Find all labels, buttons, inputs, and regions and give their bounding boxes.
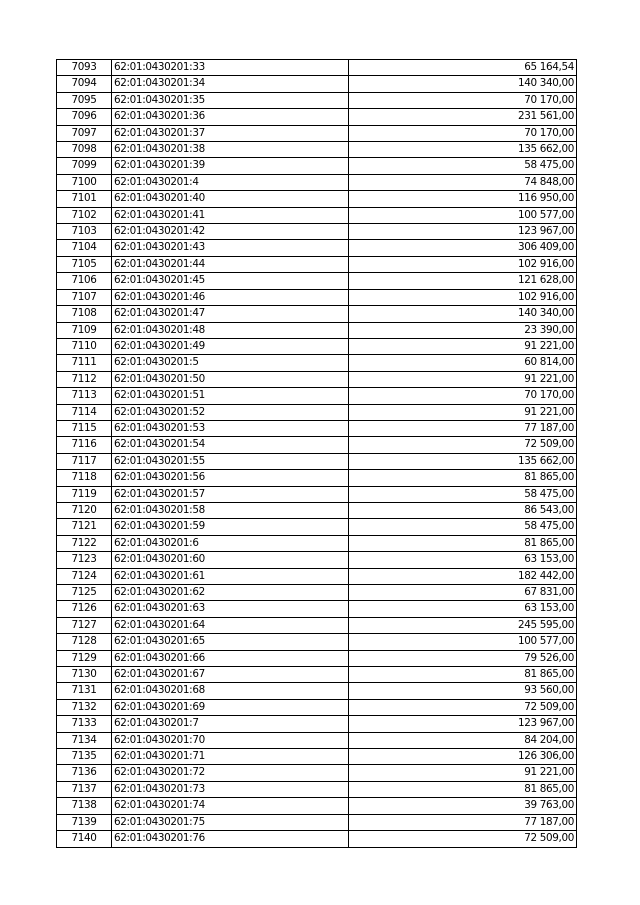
table-row <box>57 109 577 125</box>
cadastral-number-cell: 62:01:0430201:58 <box>112 502 349 518</box>
row-number-cell: 7101 <box>57 191 112 207</box>
table-row <box>57 240 577 256</box>
table-row <box>57 732 577 748</box>
table-row <box>57 174 577 190</box>
row-number-cell: 7104 <box>57 240 112 256</box>
cadastral-value-cell: 39 763,00 <box>349 798 577 814</box>
cadastral-value-cell: 72 509,00 <box>349 699 577 715</box>
cadastral-value-cell: 58 475,00 <box>349 158 577 174</box>
cadastral-number-cell: 62:01:0430201:48 <box>112 322 349 338</box>
table-row <box>57 404 577 420</box>
cadastral-number-cell: 62:01:0430201:62 <box>112 585 349 601</box>
row-number-cell: 7107 <box>57 289 112 305</box>
cadastral-number-cell: 62:01:0430201:52 <box>112 404 349 420</box>
row-number-cell: 7110 <box>57 338 112 354</box>
table-row <box>57 453 577 469</box>
cadastral-number-cell: 62:01:0430201:61 <box>112 568 349 584</box>
cadastral-number-cell: 62:01:0430201:67 <box>112 667 349 683</box>
cadastral-value-cell: 123 967,00 <box>349 716 577 732</box>
row-number-cell: 7119 <box>57 486 112 502</box>
cadastral-value-cell: 91 221,00 <box>349 371 577 387</box>
cadastral-value-cell: 102 916,00 <box>349 256 577 272</box>
cadastral-value-cell: 135 662,00 <box>349 453 577 469</box>
cadastral-value-cell: 140 340,00 <box>349 76 577 92</box>
table-row <box>57 289 577 305</box>
cadastral-number-cell: 62:01:0430201:53 <box>112 420 349 436</box>
row-number-cell: 7129 <box>57 650 112 666</box>
cadastral-number-cell: 62:01:0430201:51 <box>112 388 349 404</box>
cadastral-value-cell: 77 187,00 <box>349 420 577 436</box>
cadastral-number-cell: 62:01:0430201:35 <box>112 92 349 108</box>
table-row <box>57 158 577 174</box>
table-row <box>57 92 577 108</box>
row-number-cell: 7127 <box>57 617 112 633</box>
cadastral-value-cell: 63 153,00 <box>349 601 577 617</box>
table-row <box>57 601 577 617</box>
table-row <box>57 831 577 847</box>
row-number-cell: 7124 <box>57 568 112 584</box>
cadastral-value-cell: 140 340,00 <box>349 306 577 322</box>
cadastral-number-cell: 62:01:0430201:72 <box>112 765 349 781</box>
table-row <box>57 667 577 683</box>
row-number-cell: 7113 <box>57 388 112 404</box>
row-number-cell: 7102 <box>57 207 112 223</box>
table-row <box>57 617 577 633</box>
table-row <box>57 650 577 666</box>
table-row <box>57 798 577 814</box>
row-number-cell: 7103 <box>57 224 112 240</box>
cadastral-number-cell: 62:01:0430201:55 <box>112 453 349 469</box>
row-number-cell: 7095 <box>57 92 112 108</box>
cadastral-value-cell: 81 865,00 <box>349 781 577 797</box>
row-number-cell: 7134 <box>57 732 112 748</box>
cadastral-value-cell: 93 560,00 <box>349 683 577 699</box>
cadastral-value-cell: 81 865,00 <box>349 470 577 486</box>
table-row <box>57 502 577 518</box>
table-row <box>57 683 577 699</box>
row-number-cell: 7126 <box>57 601 112 617</box>
cadastral-number-cell: 62:01:0430201:34 <box>112 76 349 92</box>
cadastral-number-cell: 62:01:0430201:43 <box>112 240 349 256</box>
cadastral-number-cell: 62:01:0430201:4 <box>112 174 349 190</box>
table-row <box>57 256 577 272</box>
cadastral-value-cell: 60 814,00 <box>349 355 577 371</box>
cadastral-value-cell: 102 916,00 <box>349 289 577 305</box>
table-row <box>57 535 577 551</box>
cadastral-number-cell: 62:01:0430201:63 <box>112 601 349 617</box>
row-number-cell: 7094 <box>57 76 112 92</box>
table-row <box>57 60 577 76</box>
table-row <box>57 306 577 322</box>
row-number-cell: 7098 <box>57 142 112 158</box>
cadastral-number-cell: 62:01:0430201:74 <box>112 798 349 814</box>
cadastral-number-cell: 62:01:0430201:54 <box>112 437 349 453</box>
cadastral-number-cell: 62:01:0430201:56 <box>112 470 349 486</box>
cadastral-number-cell: 62:01:0430201:47 <box>112 306 349 322</box>
cadastral-number-cell: 62:01:0430201:59 <box>112 519 349 535</box>
cadastral-number-cell: 62:01:0430201:36 <box>112 109 349 125</box>
row-number-cell: 7140 <box>57 831 112 847</box>
cadastral-value-cell: 70 170,00 <box>349 92 577 108</box>
cadastral-value-cell: 79 526,00 <box>349 650 577 666</box>
cadastral-number-cell: 62:01:0430201:37 <box>112 125 349 141</box>
table-row <box>57 470 577 486</box>
cadastral-value-cell: 123 967,00 <box>349 224 577 240</box>
cadastral-number-cell: 62:01:0430201:39 <box>112 158 349 174</box>
row-number-cell: 7099 <box>57 158 112 174</box>
row-number-cell: 7136 <box>57 765 112 781</box>
table-row <box>57 142 577 158</box>
cadastral-value-cell: 84 204,00 <box>349 732 577 748</box>
table-row <box>57 716 577 732</box>
cadastral-value-cell: 67 831,00 <box>349 585 577 601</box>
table-row <box>57 224 577 240</box>
cadastral-number-cell: 62:01:0430201:73 <box>112 781 349 797</box>
row-number-cell: 7139 <box>57 814 112 830</box>
row-number-cell: 7125 <box>57 585 112 601</box>
table-row <box>57 273 577 289</box>
table-row <box>57 765 577 781</box>
cadastral-value-cell: 182 442,00 <box>349 568 577 584</box>
cadastral-number-cell: 62:01:0430201:71 <box>112 749 349 765</box>
row-number-cell: 7121 <box>57 519 112 535</box>
table-row <box>57 420 577 436</box>
cadastral-value-cell: 58 475,00 <box>349 486 577 502</box>
row-number-cell: 7117 <box>57 453 112 469</box>
cadastral-value-cell: 65 164,54 <box>349 60 577 76</box>
cadastral-number-cell: 62:01:0430201:64 <box>112 617 349 633</box>
cadastral-number-cell: 62:01:0430201:44 <box>112 256 349 272</box>
table-body <box>57 60 577 848</box>
row-number-cell: 7120 <box>57 502 112 518</box>
row-number-cell: 7122 <box>57 535 112 551</box>
row-number-cell: 7135 <box>57 749 112 765</box>
table-row <box>57 388 577 404</box>
table-row <box>57 437 577 453</box>
cadastral-number-cell: 62:01:0430201:45 <box>112 273 349 289</box>
table-row <box>57 125 577 141</box>
row-number-cell: 7118 <box>57 470 112 486</box>
table-row <box>57 338 577 354</box>
cadastral-value-cell: 58 475,00 <box>349 519 577 535</box>
cadastral-value-cell: 74 848,00 <box>349 174 577 190</box>
cadastral-value-cell: 77 187,00 <box>349 814 577 830</box>
row-number-cell: 7106 <box>57 273 112 289</box>
cadastral-number-cell: 62:01:0430201:70 <box>112 732 349 748</box>
cadastral-number-cell: 62:01:0430201:68 <box>112 683 349 699</box>
cadastral-value-cell: 306 409,00 <box>349 240 577 256</box>
table-row <box>57 355 577 371</box>
table-row <box>57 191 577 207</box>
cadastral-value-cell: 121 628,00 <box>349 273 577 289</box>
cadastral-value-cell: 91 221,00 <box>349 338 577 354</box>
row-number-cell: 7096 <box>57 109 112 125</box>
row-number-cell: 7109 <box>57 322 112 338</box>
table-row <box>57 585 577 601</box>
row-number-cell: 7097 <box>57 125 112 141</box>
cadastral-number-cell: 62:01:0430201:5 <box>112 355 349 371</box>
row-number-cell: 7115 <box>57 420 112 436</box>
row-number-cell: 7123 <box>57 552 112 568</box>
table-row <box>57 634 577 650</box>
cadastral-value-cell: 231 561,00 <box>349 109 577 125</box>
cadastral-value-cell: 81 865,00 <box>349 667 577 683</box>
cadastral-number-cell: 62:01:0430201:7 <box>112 716 349 732</box>
cadastral-value-cell: 100 577,00 <box>349 634 577 650</box>
cadastral-number-cell: 62:01:0430201:46 <box>112 289 349 305</box>
row-number-cell: 7093 <box>57 60 112 76</box>
cadastral-number-cell: 62:01:0430201:65 <box>112 634 349 650</box>
row-number-cell: 7133 <box>57 716 112 732</box>
cadastral-value-cell: 116 950,00 <box>349 191 577 207</box>
cadastral-value-cell: 72 509,00 <box>349 831 577 847</box>
table-row <box>57 814 577 830</box>
table-row <box>57 207 577 223</box>
cadastral-number-cell: 62:01:0430201:69 <box>112 699 349 715</box>
row-number-cell: 7100 <box>57 174 112 190</box>
row-number-cell: 7137 <box>57 781 112 797</box>
cadastral-number-cell: 62:01:0430201:49 <box>112 338 349 354</box>
table-row <box>57 486 577 502</box>
row-number-cell: 7111 <box>57 355 112 371</box>
cadastral-value-cell: 126 306,00 <box>349 749 577 765</box>
cadastral-number-cell: 62:01:0430201:6 <box>112 535 349 551</box>
table-row <box>57 568 577 584</box>
table-row <box>57 749 577 765</box>
cadastral-number-cell: 62:01:0430201:33 <box>112 60 349 76</box>
cadastral-value-cell: 72 509,00 <box>349 437 577 453</box>
cadastral-number-cell: 62:01:0430201:75 <box>112 814 349 830</box>
row-number-cell: 7114 <box>57 404 112 420</box>
cadastral-value-cell: 245 595,00 <box>349 617 577 633</box>
table-row <box>57 781 577 797</box>
cadastral-number-cell: 62:01:0430201:50 <box>112 371 349 387</box>
cadastral-value-cell: 81 865,00 <box>349 535 577 551</box>
row-number-cell: 7105 <box>57 256 112 272</box>
cadastral-number-cell: 62:01:0430201:76 <box>112 831 349 847</box>
cadastral-number-cell: 62:01:0430201:60 <box>112 552 349 568</box>
cadastral-number-cell: 62:01:0430201:40 <box>112 191 349 207</box>
table-row <box>57 699 577 715</box>
cadastral-number-cell: 62:01:0430201:41 <box>112 207 349 223</box>
row-number-cell: 7130 <box>57 667 112 683</box>
cadastral-number-cell: 62:01:0430201:66 <box>112 650 349 666</box>
table-row <box>57 322 577 338</box>
row-number-cell: 7108 <box>57 306 112 322</box>
cadastral-number-cell: 62:01:0430201:57 <box>112 486 349 502</box>
cadastral-value-table <box>56 59 577 848</box>
cadastral-value-cell: 86 543,00 <box>349 502 577 518</box>
row-number-cell: 7138 <box>57 798 112 814</box>
table-row <box>57 552 577 568</box>
cadastral-value-cell: 70 170,00 <box>349 125 577 141</box>
cadastral-number-cell: 62:01:0430201:42 <box>112 224 349 240</box>
row-number-cell: 7131 <box>57 683 112 699</box>
table-row <box>57 371 577 387</box>
cadastral-value-cell: 91 221,00 <box>349 765 577 781</box>
table-row <box>57 76 577 92</box>
cadastral-value-cell: 135 662,00 <box>349 142 577 158</box>
cadastral-value-cell: 100 577,00 <box>349 207 577 223</box>
cadastral-value-cell: 63 153,00 <box>349 552 577 568</box>
row-number-cell: 7128 <box>57 634 112 650</box>
row-number-cell: 7112 <box>57 371 112 387</box>
table-row <box>57 519 577 535</box>
row-number-cell: 7116 <box>57 437 112 453</box>
cadastral-number-cell: 62:01:0430201:38 <box>112 142 349 158</box>
cadastral-value-cell: 70 170,00 <box>349 388 577 404</box>
row-number-cell: 7132 <box>57 699 112 715</box>
cadastral-value-cell: 91 221,00 <box>349 404 577 420</box>
cadastral-value-cell: 23 390,00 <box>349 322 577 338</box>
